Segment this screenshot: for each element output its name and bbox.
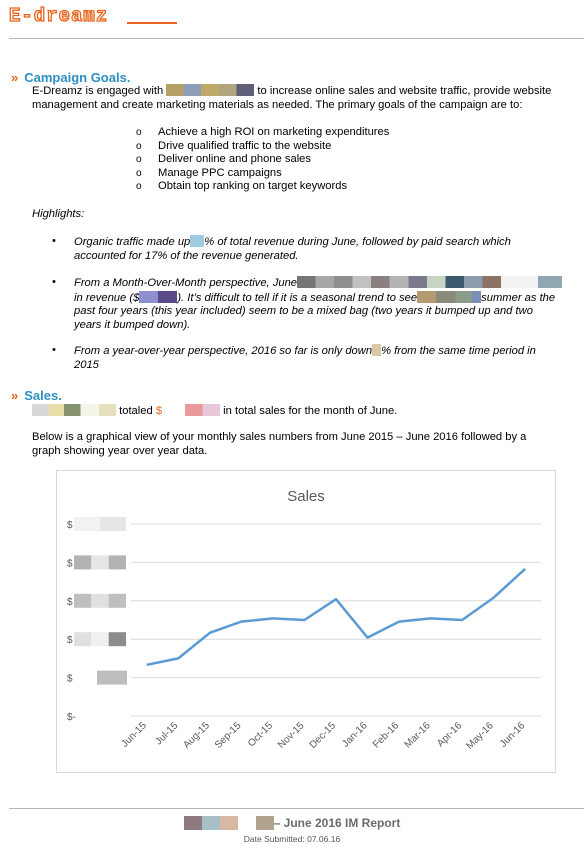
redacted-tick-value [91,632,108,646]
list-item: o Deliver online and phone sales [136,153,389,167]
sales-description: Below is a graphical view of your monthly sales numbers from June 2015 – June 2016 followed by a graph showing year over year data. [32,431,527,457]
redacted-tick-value [91,594,108,608]
x-tick-label: Oct-15 [246,720,276,750]
redacted-tick-value [74,594,91,608]
redacted-tick-value [74,517,100,531]
x-tick-label: Apr-16 [435,720,465,750]
redacted-tick-value [91,555,108,569]
footer-title: – June 2016 IM Report [0,816,584,830]
chevron-right-icon: » [11,388,19,403]
list-item: o Achieve a high ROI on marketing expenditures [136,126,389,140]
highlights-list-3 [52,344,572,372]
x-tick-label: Feb-16 [371,720,402,751]
x-tick-label: Jun-15 [119,720,149,750]
list-item: o Obtain top ranking on target keywords [136,180,389,194]
highlights-list [52,235,572,263]
redacted-value [297,276,562,288]
x-tick-label: Sep-15 [212,720,244,751]
date-submitted: Date Submitted: 07.06.16 [243,834,341,844]
x-tick-label: Jul-15 [153,720,181,748]
redacted-tick-value [74,555,91,569]
redacted-tick-value [100,517,126,531]
redacted-client-name [184,816,274,830]
redacted-tick-value [109,555,126,569]
sales-line-chart [57,471,555,772]
highlights-label: Highlights: [32,208,85,220]
redacted-value [372,344,381,356]
highlight-item: • From a year-over-year perspective, 2016 so far is only down % from the same time period in 2015 [52,344,572,372]
chevron-right-icon: » [11,70,19,85]
redacted-client-name [166,84,254,96]
redacted-tick-value [109,594,126,608]
header-divider [9,38,584,39]
x-tick-label: Dec-15 [307,720,339,751]
x-tick-label: Nov-15 [276,720,307,751]
redacted-value [190,235,204,247]
x-tick-label: Aug-15 [181,720,212,751]
highlight-item: • Organic traffic made up % of total revenue during June, followed by paid search which accounted for 17% of the revenue generated. [52,235,572,263]
x-tick-label: Jun-16 [497,720,528,750]
list-item: o Drive qualified traffic to the website [136,140,389,154]
x-tick-label: Jan-16 [340,720,370,750]
y-tick-label: $ [67,673,73,685]
redacted-client-name [32,404,116,416]
highlights-list-2 [52,276,572,332]
x-tick-label: Mar-16 [402,720,433,751]
sales-total-line: totaled $ in total sales for the month of June. [32,404,572,419]
campaign-goals-heading: » Campaign Goals. [11,70,131,85]
goals-list [136,126,389,194]
sales-series-line [147,569,525,665]
highlight-item: • From a Month-Over-Month perspective, June in revenue ($ ). It’s difficult to tell if it is a seasonal trend to see summer as the past four years (this year included) seem to be a mixed bag (two years it bumped up and two years it bumped down). [52,276,572,332]
list-item: o Manage PPC campaigns [136,167,389,181]
redacted-tick-value [109,632,126,646]
y-tick-label: $ [67,596,73,608]
e-dreamz-logo [9,4,179,26]
logo-text: E-dreamz [9,5,109,26]
x-tick-label: May-16 [464,720,496,752]
dollar-sign: $ [155,405,163,417]
redacted-tick-value [74,632,91,646]
chart-title: Sales [287,488,325,505]
redacted-value [417,291,481,303]
redacted-tick-value [97,671,127,685]
y-tick-label: $- [67,712,76,723]
y-tick-label: $ [67,520,73,531]
footer-divider [9,808,584,809]
y-tick-label: $ [67,635,73,647]
sales-chart [56,470,556,773]
sales-heading: » Sales. [11,388,62,403]
campaign-intro: E-Dreamz is engaged with to increase online sales and website traffic, provide website management and create marketing materials as needed. The primary goals of the campaign are to: [32,85,552,111]
y-tick-label: $ [67,558,73,570]
redacted-amount [162,404,220,416]
redacted-value [139,291,177,303]
